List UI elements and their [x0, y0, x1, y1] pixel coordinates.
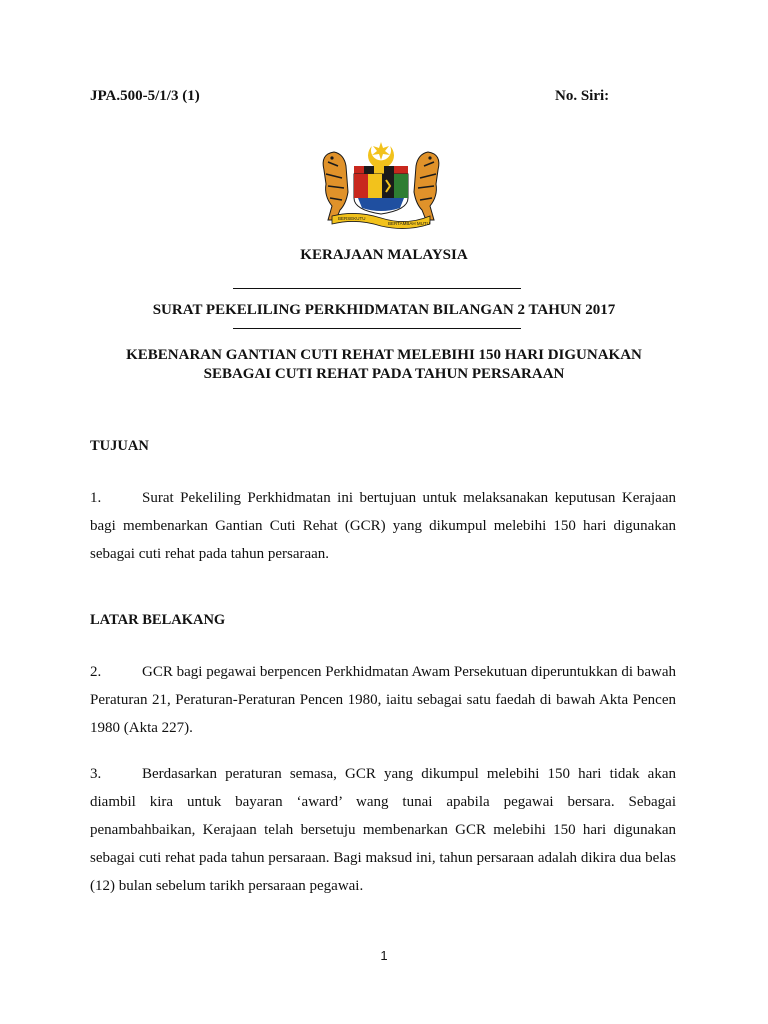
paragraph-2: [90, 658, 676, 742]
crest-ribbon-left: BERSEKUTU: [338, 216, 366, 221]
bottom-divider-line: [233, 328, 521, 329]
purpose-heading: TUJUAN: [90, 438, 149, 454]
government-title: KERAJAAN MALAYSIA: [300, 247, 468, 263]
paragraph-3-text: Berdasarkan peraturan semasa, GCR yang dikumpul melebihi 150 hari tidak akan diambil kira untuk bayaran ‘award’ wang tunai apabila pegawai bersara. Sebagai penambahbaikan, Kerajaan telah bersetuju membenarkan GCR melebihi 150 hari digunakan sebagai cuti rehat pada tahun persaraan. Bagi maksud ini, tahun persaraan adalah dikira dua belas (12) bulan sebelum tarikh persaraan pegawai.: [90, 766, 676, 894]
subject-line-2: SEBAGAI CUTI REHAT PADA TAHUN PERSARAAN: [203, 366, 565, 382]
coat-of-arms-icon: [316, 140, 446, 232]
top-divider-line: [233, 288, 521, 289]
subject-title: [0, 346, 768, 384]
paragraph-2-number: 2.: [90, 664, 102, 680]
paragraph-3: [90, 760, 676, 900]
serial-number-label: No. Siri:: [555, 88, 610, 104]
crest-ribbon-right: BERTAMBAH MUTU: [388, 221, 430, 226]
page-number: 1: [380, 948, 388, 963]
paragraph-1: [90, 484, 676, 568]
paragraph-2-text: GCR bagi pegawai berpencen Perkhidmatan Awam Persekutuan diperuntukkan di bawah Peraturan 21, Peraturan-Peraturan Pencen 1980, iaitu sebagai satu faedah di bawah Akta Pencen 1980 (Akta 227).: [90, 664, 676, 736]
paragraph-3-number: 3.: [90, 766, 102, 782]
coat-of-arms-emblem: [316, 140, 446, 232]
paragraph-1-number: 1.: [90, 490, 102, 506]
background-heading: LATAR BELAKANG: [90, 612, 226, 628]
subject-line-1: KEBENARAN GANTIAN CUTI REHAT MELEBIHI 150 HARI DIGUNAKAN: [126, 347, 642, 363]
circular-title: SURAT PEKELILING PERKHIDMATAN BILANGAN 2 TAHUN 2017: [152, 302, 616, 318]
reference-number: JPA.500-5/1/3 (1): [90, 88, 200, 104]
paragraph-1-text: Surat Pekeliling Perkhidmatan ini bertujuan untuk melaksanakan keputusan Kerajaan bagi membenarkan Gantian Cuti Rehat (GCR) yang dikumpul melebihi 150 hari digunakan sebagai cuti rehat pada tahun persaraan.: [90, 490, 676, 562]
